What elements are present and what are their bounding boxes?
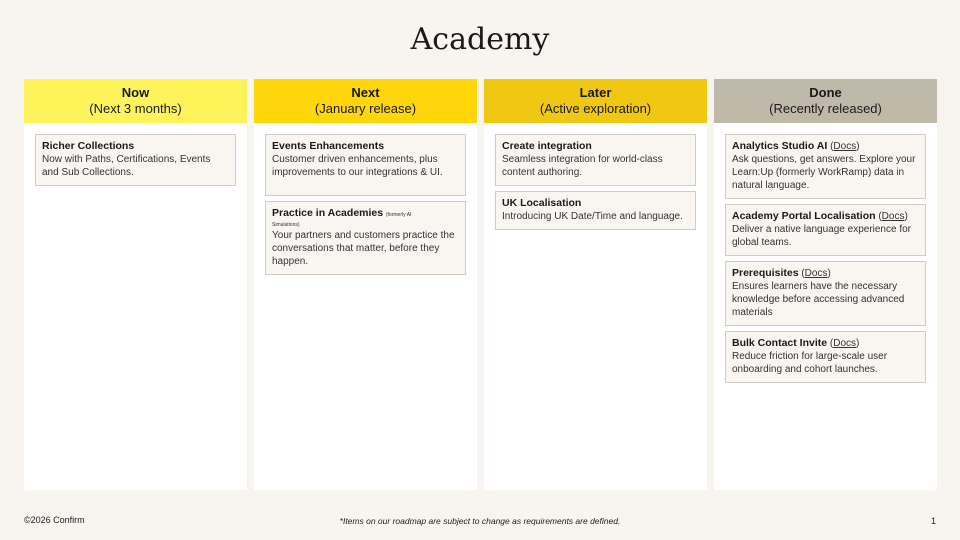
card-title-note-continued: Simulations) <box>272 222 300 228</box>
column-later-header <box>484 79 707 123</box>
card-title: Practice in Academies <box>272 207 384 219</box>
roadmap-columns <box>24 79 937 490</box>
column-subheading: (Next 3 months) <box>89 101 182 116</box>
roadmap-disclaimer: *Items on our roadmap are subject to change as requirements are defined. <box>339 516 621 526</box>
column-now <box>24 79 247 490</box>
roadmap-card: Bulk Contact Invite (Docs) Reduce friction for large-scale user onboarding and cohort launches. <box>725 331 926 383</box>
docs-link[interactable]: Docs <box>881 211 905 222</box>
roadmap-card: Academy Portal Localisation (Docs) Deliver a native language experience for global teams. <box>725 204 926 256</box>
column-heading: Done <box>809 85 842 100</box>
column-subheading: (January release) <box>314 101 417 116</box>
card-description: Now with Paths, Certifications, Events and Sub Collections. <box>42 154 211 178</box>
roadmap-card <box>495 191 696 230</box>
card-title: Richer Collections <box>42 140 135 152</box>
roadmap-card: Analytics Studio AI (Docs) Ask questions, get answers. Explore your Learn:Up (formerly WorkRamp) data in natural language. <box>725 134 926 199</box>
column-heading: Now <box>121 85 150 100</box>
card-title: Analytics Studio AI <box>732 140 828 152</box>
card-title: Events Enhancements <box>272 140 385 152</box>
card-title: Prerequisites <box>732 267 799 279</box>
card-description: Ask questions, get answers. Explore your Learn:Up (formerly WorkRamp) data in natural language. <box>732 154 916 191</box>
roadmap-card <box>35 134 236 186</box>
card-description: Customer driven enhancements, plus improvements to our integrations & UI. <box>272 154 443 178</box>
docs-link[interactable]: Docs <box>833 141 857 152</box>
card-title: Create integration <box>502 140 592 152</box>
column-done <box>714 79 937 490</box>
card-title: Bulk Contact Invite <box>732 337 828 349</box>
roadmap-card: Prerequisites (Docs) Ensures learners have the necessary knowledge before accessing advanced materials <box>725 261 926 326</box>
roadmap-card <box>265 201 466 275</box>
docs-link[interactable]: Docs <box>833 338 857 349</box>
roadmap-card <box>265 134 466 196</box>
column-now-header <box>24 79 247 123</box>
column-next-header <box>254 79 477 123</box>
page-number: 1 <box>930 516 936 526</box>
card-description: Seamless integration for world-class content authoring. <box>502 154 663 178</box>
card-description: Your partners and customers practice the conversations that matter, before they happen. <box>272 230 455 267</box>
page-title: Academy <box>410 22 550 57</box>
column-heading: Later <box>579 85 612 100</box>
card-description: Ensures learners have the necessary knowledge before accessing advanced materials <box>732 281 905 318</box>
copyright-text: ©2026 Confirm <box>24 515 85 525</box>
column-next <box>254 79 477 490</box>
column-later <box>484 79 707 490</box>
card-description: Deliver a native language experience for global teams. <box>732 224 911 248</box>
card-title-note: (formerly AI <box>385 212 412 218</box>
column-subheading: (Recently released) <box>769 101 882 116</box>
column-heading: Next <box>351 85 380 100</box>
column-subheading: (Active exploration) <box>539 101 652 116</box>
roadmap-card <box>495 134 696 186</box>
card-title: Academy Portal Localisation <box>732 210 876 222</box>
card-title: UK Localisation <box>502 197 582 209</box>
docs-link[interactable]: Docs <box>804 268 828 279</box>
column-done-header <box>714 79 937 123</box>
card-description: Reduce friction for large-scale user onboarding and cohort launches. <box>732 351 888 375</box>
card-description: Introducing UK Date/Time and language. <box>502 211 683 222</box>
